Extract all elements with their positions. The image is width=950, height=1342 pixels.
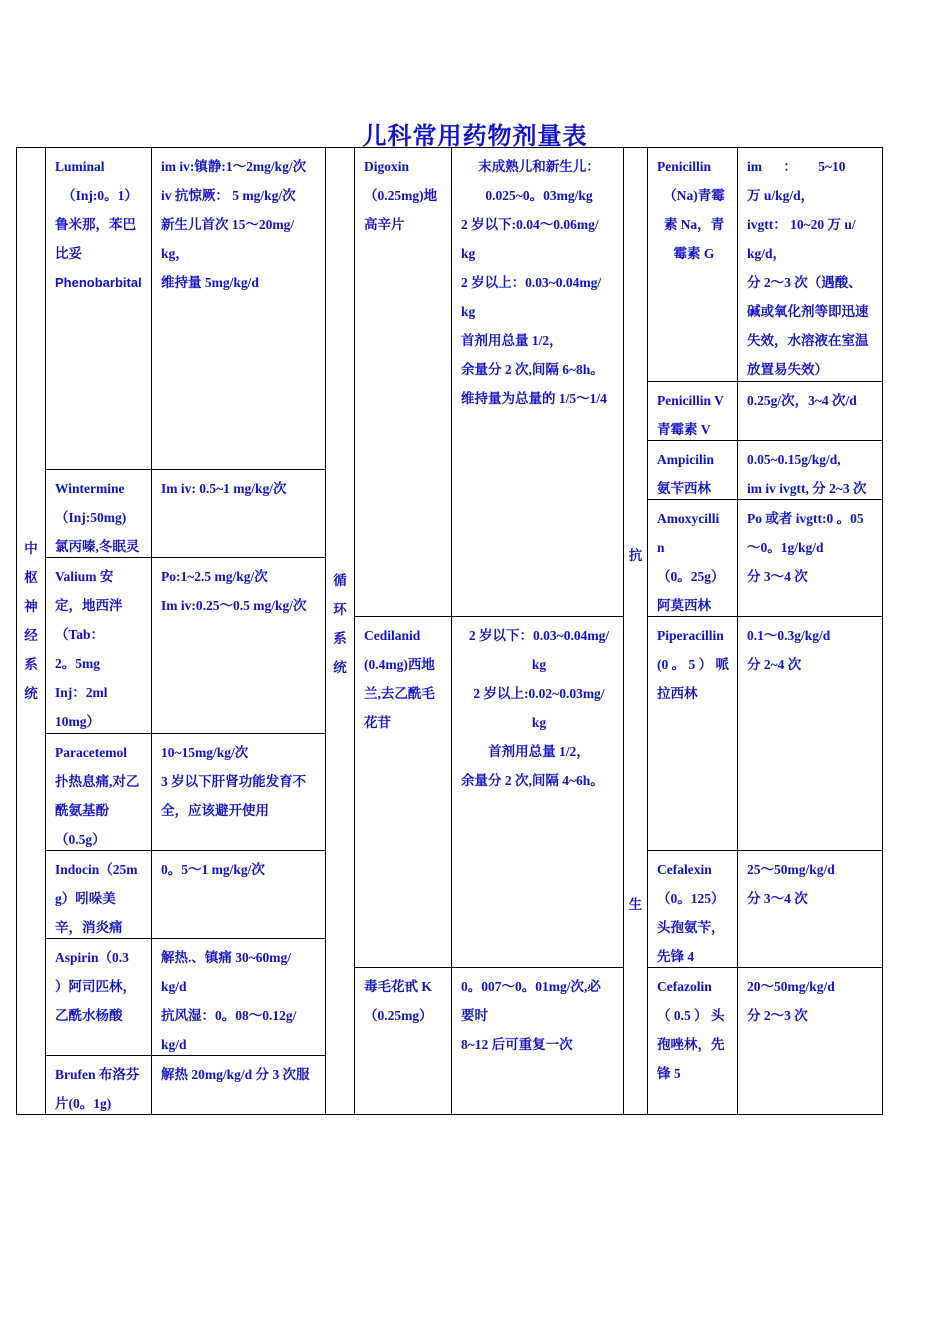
dosage-line: im iv ivgtt, 分 2~3 次 bbox=[747, 481, 867, 496]
drug-name-cell bbox=[647, 147, 738, 382]
drug-name-cell bbox=[354, 967, 452, 1115]
drug-name-line: Cefazolin bbox=[657, 979, 712, 994]
drug-name-line: 毒毛花甙 K bbox=[364, 979, 432, 994]
drug-name-line: 青霉素 V bbox=[657, 422, 711, 437]
dosage-cell bbox=[151, 850, 326, 939]
dosage-cell bbox=[451, 967, 624, 1115]
drug-name-line: 素 Na，青 bbox=[663, 217, 725, 232]
drug-name-line: ）阿司匹林， bbox=[55, 979, 136, 994]
drug-name-line: 霉素 G bbox=[673, 246, 715, 261]
dosage-line: 抗风湿：0。08～0.12g/ bbox=[161, 1008, 297, 1023]
dosage-cell bbox=[737, 147, 883, 382]
drug-name-line: 10mg） bbox=[55, 714, 100, 729]
drug-name-line: 乙酰水杨酸 bbox=[55, 1008, 123, 1023]
drug-name-cell bbox=[45, 557, 152, 734]
drug-name-cell bbox=[354, 616, 452, 968]
drug-name-line: （0。125） bbox=[657, 891, 725, 906]
drug-name-line: 头孢氨苄， bbox=[657, 920, 725, 935]
dosage-line: 碱或氧化剂等即迅速 bbox=[747, 304, 869, 319]
dosage-cell bbox=[737, 381, 883, 441]
dosage-line: ivgtt： 10~20 万 u/ bbox=[747, 217, 856, 232]
dosage-line: kg， bbox=[161, 246, 189, 261]
drug-name-line: Wintermine bbox=[55, 481, 125, 496]
dosage-line: 解热 20mg/kg/d 分 3 次服 bbox=[161, 1067, 310, 1082]
dosage-line: 首剂用总量 1/2， bbox=[461, 333, 563, 348]
drug-name-line: 高辛片 bbox=[364, 217, 405, 232]
drug-name-line: （0。25g） bbox=[657, 569, 725, 584]
drug-name-line: Penicillin bbox=[657, 159, 711, 174]
drug-name-line: Cedilanid bbox=[364, 628, 421, 643]
drug-name-cell bbox=[647, 381, 738, 441]
category-circulatory bbox=[325, 147, 355, 1115]
drug-name-cell bbox=[647, 616, 738, 851]
dosage-line: 解热.、镇痛 30~60mg/ bbox=[161, 950, 292, 965]
drug-name-cell bbox=[647, 850, 738, 968]
drug-name-line: n bbox=[657, 540, 665, 555]
category-char: 统 bbox=[24, 686, 38, 702]
category-antibiotic bbox=[623, 147, 648, 1115]
dosage-line: 分 2～3 次（遇酸、 bbox=[747, 275, 862, 290]
drug-name-cell bbox=[45, 850, 152, 939]
category-char: 系 bbox=[24, 657, 38, 673]
drug-name-line: （0.5g） bbox=[55, 832, 106, 847]
dosage-line: kg bbox=[531, 715, 547, 730]
dosage-line: 0。007～0。01mg/次,必 bbox=[461, 979, 601, 994]
category-char: 统 bbox=[333, 660, 347, 676]
drug-name-line: 先锋 4 bbox=[657, 949, 695, 964]
dosage-cell bbox=[737, 616, 883, 851]
dosage-line: iv 抗惊厥： 5 mg/kg/次 bbox=[161, 188, 296, 203]
category-char: 系 bbox=[333, 631, 347, 647]
drug-name-line: 氨苄西林 bbox=[657, 481, 711, 496]
dosage-line: kg bbox=[461, 304, 476, 319]
dosage-line: kg bbox=[461, 246, 476, 261]
drug-name-line: （0.25mg)地 bbox=[364, 188, 438, 203]
drug-name-line: 定，地西泮 bbox=[55, 598, 123, 613]
drug-name-line: （Tab： bbox=[55, 627, 105, 642]
dosage-line: 新生儿首次 15～20mg/ bbox=[161, 217, 295, 232]
dosage-line: 分 2~4 次 bbox=[747, 657, 802, 672]
drug-name-line: Luminal bbox=[55, 159, 105, 174]
dosage-cell bbox=[151, 1055, 326, 1115]
dosage-line: 0.1～0.3g/kg/d bbox=[747, 628, 831, 643]
drug-name-line: Valium 安 bbox=[55, 569, 114, 584]
drug-name-line: (0.4mg)西地 bbox=[364, 657, 435, 672]
dosage-line: 放置易失效） bbox=[747, 362, 828, 377]
dosage-line: 余量分 2 次,间隔 4~6h。 bbox=[461, 773, 604, 788]
drug-name-line: 拉西林 bbox=[657, 686, 698, 701]
dosage-line: 失效，水溶液在室温 bbox=[747, 333, 869, 348]
dosage-line: 8~12 后可重复一次 bbox=[461, 1037, 573, 1052]
drug-name-line: 比妥 bbox=[55, 246, 82, 261]
dosage-line: 2 岁以下：0.03~0.04mg/ bbox=[468, 628, 610, 643]
category-char: 中 bbox=[24, 541, 38, 557]
dosage-cell bbox=[737, 440, 883, 500]
drug-name-line: Cefalexin bbox=[657, 862, 712, 877]
dosage-line: 维持量 5mg/kg/d bbox=[161, 275, 259, 290]
category-char: 环 bbox=[333, 602, 347, 618]
dosage-line: im ： 5~10 bbox=[747, 159, 846, 174]
drug-name-cell bbox=[45, 938, 152, 1056]
category-cns bbox=[16, 147, 46, 1115]
dosage-cell bbox=[737, 850, 883, 968]
drug-name-line: 扑热息痛,对乙 bbox=[55, 774, 140, 789]
dosage-line: 余量分 2 次,间隔 6~8h。 bbox=[461, 362, 604, 377]
drug-name-line: Digoxin bbox=[364, 159, 410, 174]
dosage-line: 10~15mg/kg/次 bbox=[161, 745, 249, 760]
drug-name-line: 阿莫西林 bbox=[657, 598, 711, 613]
dosage-cell bbox=[151, 938, 326, 1056]
dosage-line: 0.025~0。03mg/kg bbox=[485, 188, 593, 203]
dosage-cell bbox=[451, 147, 624, 617]
dosage-line: 末成熟儿和新生儿： bbox=[478, 159, 600, 174]
drug-name-line: g）吲哚美 bbox=[55, 891, 116, 906]
drug-name-line: （Inj:0。1） bbox=[62, 188, 138, 203]
dosage-line: 万 u/kg/d， bbox=[747, 188, 815, 203]
dosage-cell bbox=[151, 557, 326, 734]
dosage-line: 首剂用总量 1/2， bbox=[488, 744, 590, 759]
dosage-line: kg/d bbox=[161, 1037, 187, 1052]
drug-name-line: Ampicilin bbox=[657, 452, 715, 467]
dosage-line: im iv:镇静:1～2mg/kg/次 bbox=[161, 159, 307, 174]
drug-name-cell bbox=[647, 440, 738, 500]
dosage-line: Po 或者 ivgtt:0 。05 bbox=[747, 511, 864, 526]
drug-name-cell bbox=[45, 733, 152, 851]
drug-name-cell bbox=[45, 469, 152, 558]
drug-name-cell bbox=[45, 1055, 152, 1115]
dosage-cell bbox=[151, 147, 326, 470]
drug-name-cell bbox=[354, 147, 452, 617]
dosage-line: 分 3～4 次 bbox=[747, 891, 808, 906]
dosage-line: 3 岁以下肝肾功能发育不 bbox=[161, 774, 307, 789]
drug-name-line: Penicillin V bbox=[657, 393, 724, 408]
category-char: 抗 bbox=[628, 548, 643, 564]
drug-name-line: （0.25mg） bbox=[364, 1008, 433, 1023]
drug-name-line: Piperacillin bbox=[657, 628, 724, 643]
drug-name-line: (0 。 5 ） 哌 bbox=[657, 657, 729, 672]
dosage-cell bbox=[151, 469, 326, 558]
dosage-line: 维持量为总量的 1/5～1/4 bbox=[461, 391, 607, 406]
drug-name-line: Aspirin（0.3 bbox=[55, 950, 129, 965]
dosage-cell bbox=[151, 733, 326, 851]
drug-name-line: 氯丙嗪,冬眠灵 bbox=[55, 539, 140, 554]
drug-name-line: 辛，消炎痛 bbox=[55, 920, 123, 935]
drug-name-line: （ 0.5 ） 头 bbox=[657, 1008, 725, 1023]
dosage-line: kg/d bbox=[161, 979, 187, 994]
drug-name-line: 兰,去乙酰毛 bbox=[364, 686, 435, 701]
dosage-line: 分 3～4 次 bbox=[747, 569, 808, 584]
drug-name-line: Brufen 布洛芬 bbox=[55, 1067, 140, 1082]
dosage-line: kg bbox=[531, 657, 547, 672]
drug-name-line: Phenobarbital bbox=[55, 275, 142, 290]
category-char: 神 bbox=[24, 599, 38, 615]
dosage-line: Po:1~2.5 mg/kg/次 bbox=[161, 569, 268, 584]
drug-name-line: 鲁米那，苯巴 bbox=[55, 217, 136, 232]
drug-name-line: 锋 5 bbox=[657, 1066, 681, 1081]
dosage-line: 20～50mg/kg/d bbox=[747, 979, 835, 994]
dosage-line: 分 2～3 次 bbox=[747, 1008, 808, 1023]
dosage-line: 2 岁以上：0.03~0.04mg/ bbox=[461, 275, 602, 290]
drug-name-line: Indocin（25m bbox=[55, 862, 138, 877]
drug-name-line: 孢唑林，先 bbox=[657, 1037, 725, 1052]
dosage-line: 0.05~0.15g/kg/d, bbox=[747, 452, 841, 467]
dosage-line: 要时 bbox=[461, 1008, 488, 1023]
drug-name-cell bbox=[647, 967, 738, 1115]
category-char: 循 bbox=[333, 573, 347, 589]
drug-name-line: Inj：2ml bbox=[55, 685, 108, 700]
dosage-cell bbox=[737, 967, 883, 1115]
dosage-line: Im iv:0.25～0.5 mg/kg/次 bbox=[161, 598, 307, 613]
category-char: 枢 bbox=[24, 570, 38, 586]
drug-name-cell bbox=[647, 499, 738, 617]
category-char: 生 bbox=[628, 897, 643, 913]
dosage-line: 0.25g/次，3~4 次/d bbox=[747, 393, 857, 408]
dosage-cell bbox=[737, 499, 883, 617]
dosage-line: 0。5～1 mg/kg/次 bbox=[161, 862, 265, 877]
drug-name-line: Paracetemol bbox=[55, 745, 127, 760]
dosage-cell bbox=[451, 616, 624, 968]
drug-name-line: （Na)青霉 bbox=[663, 188, 725, 203]
drug-name-line: （Inj:50mg) bbox=[55, 510, 127, 525]
drug-name-line: 花苷 bbox=[364, 715, 391, 730]
dosage-line: 25～50mg/kg/d bbox=[747, 862, 835, 877]
dosage-line: Im iv: 0.5~1 mg/kg/次 bbox=[161, 481, 287, 496]
page-title: 儿科常用药物剂量表 bbox=[362, 122, 588, 150]
drug-name-line: 2。5mg bbox=[55, 656, 100, 671]
dosage-line: kg/d， bbox=[747, 246, 787, 261]
drug-name-cell bbox=[45, 147, 152, 470]
drug-name-line: 酰氨基酚 bbox=[55, 803, 109, 818]
dosage-line: 2 岁以上:0.02~0.03mg/ bbox=[473, 686, 605, 701]
dosage-line: ～0。1g/kg/d bbox=[747, 540, 824, 555]
category-char: 经 bbox=[24, 628, 38, 644]
dosage-line: 2 岁以下:0.04～0.06mg/ bbox=[461, 217, 599, 232]
drug-name-line: 片(0。1g) bbox=[55, 1096, 112, 1111]
drug-name-line: Amoxycilli bbox=[657, 511, 720, 526]
dosage-line: 全，应该避开使用 bbox=[161, 803, 269, 818]
